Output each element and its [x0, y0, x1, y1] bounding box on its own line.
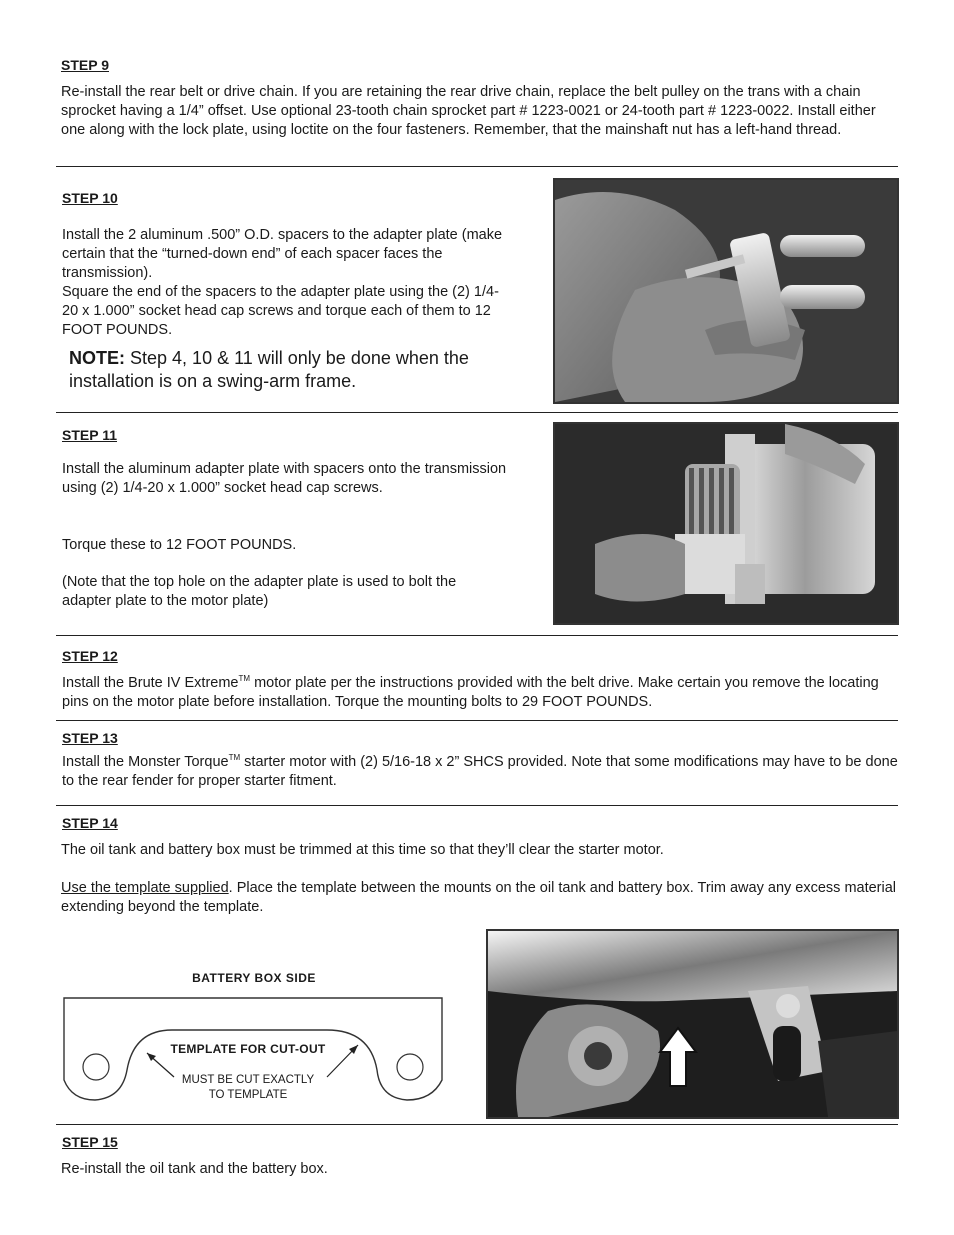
- note-text: Step 4, 10 & 11 will only be done when the installation is on a swing-arm frame.: [69, 348, 469, 391]
- step-12-text-a: Install the Brute IV Extreme: [62, 675, 239, 691]
- step-13-text-b: starter motor with (2) 5/16-18 x 2” SHCS provided. Note that some modifications may have to be done to the rear fender for proper starter fitment.: [62, 754, 898, 789]
- warning-line-1: MUST BE CUT EXACTLY: [181, 1074, 315, 1086]
- step-10-text: Install the 2 aluminum .500” O.D. spacers to the adapter plate (make certain that the “turned-down end” of each spacer faces the transmission). Square the end of the spacers to the adapter plate using the (2) 1/4-20 x 1.000” socket head cap screws and torque each of them to 12 FOOT POUNDS.: [62, 227, 503, 338]
- battery-box-side-label: BATTERY BOX SIDE: [192, 971, 316, 985]
- trademark: TM: [238, 674, 251, 684]
- step-14-title: STEP 14: [62, 815, 118, 831]
- step-13-title: STEP 13: [62, 730, 118, 746]
- step-10-note: [69, 347, 509, 393]
- trademark: TM: [228, 753, 241, 763]
- step-15-text: Re-install the oil tank and the battery box.: [61, 1161, 328, 1177]
- step-12-title: STEP 12: [62, 648, 118, 664]
- warning-line-2: TO TEMPLATE: [208, 1089, 288, 1101]
- note-label: NOTE:: [69, 348, 125, 368]
- up-arrow-icon: [658, 1026, 698, 1088]
- step-14-para-1: The oil tank and battery box must be trimmed at this time so that they’ll clear the starter motor.: [61, 842, 664, 858]
- step-11-para-1: Install the aluminum adapter plate with spacers onto the transmission using (2) 1/4-20 x 1.000” socket head cap screws.: [62, 461, 507, 496]
- step-9-title: STEP 9: [61, 57, 109, 73]
- oil-tank-photo: [486, 929, 899, 1119]
- step-10-title: STEP 10: [62, 190, 118, 206]
- hands-spacer-photo: [553, 178, 899, 404]
- template-diagram: [62, 965, 446, 1110]
- template-link-text: Use the template supplied: [61, 880, 229, 896]
- divider: [56, 805, 898, 806]
- divider: [56, 635, 898, 636]
- divider: [56, 166, 898, 167]
- step-9-text: Re-install the rear belt or drive chain. If you are retaining the rear drive chain, replace the belt pulley on the trans with a chain sprocket having a 1/4” offset. Use optional 23-tooth chain sprocket part # 1223-0021 or 24-tooth part # 1223-0022. Install either one along with the lock plate, using loctite on the four fasteners. Remember, that the mainshaft nut has a left-hand thread.: [61, 84, 876, 138]
- template-cutout-label: TEMPLATE FOR CUT-OUT: [170, 1042, 326, 1056]
- step-11-para-3: (Note that the top hole on the adapter plate is used to bolt the adapter plate to the motor plate): [62, 574, 457, 609]
- divider: [56, 720, 898, 721]
- transmission-photo: [553, 422, 899, 625]
- divider: [56, 1124, 898, 1125]
- step-12-text: [62, 674, 892, 712]
- step-11-title: STEP 11: [62, 427, 118, 443]
- step-12-text-b: motor plate per the instructions provided with the belt drive. Make certain you remove the locating pins on the motor plate before installation. Torque the mounting bolts to 29 FOOT POUNDS.: [62, 675, 879, 710]
- step-13-text-a: Install the Monster Torque: [62, 754, 229, 770]
- divider: [56, 412, 898, 413]
- step-14-para-2-rest: . Place the template between the mounts on the oil tank and battery box. Trim away any excess material extending beyond the template.: [61, 880, 897, 915]
- step-14-para-2: [61, 879, 897, 917]
- step-15-title: STEP 15: [62, 1134, 118, 1150]
- step-11-para-2: Torque these to 12 FOOT POUNDS.: [62, 537, 297, 553]
- step-13-text: [62, 753, 898, 791]
